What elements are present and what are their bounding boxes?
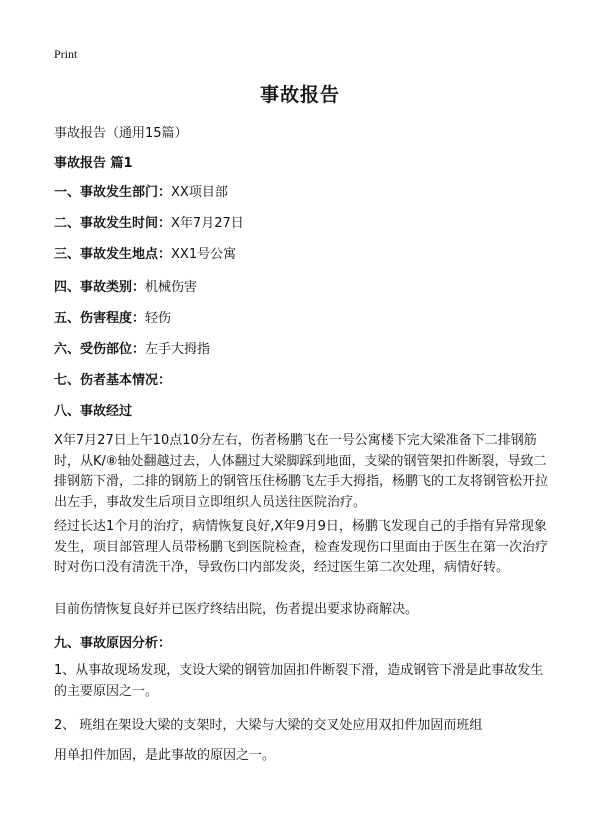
- field-value: 机械伤害: [145, 280, 198, 295]
- field-injured-part: [54, 338, 210, 357]
- field-label: 二、事故发生时间：: [54, 216, 172, 231]
- field-value: X年7月27日: [171, 216, 244, 231]
- process-paragraph: 经过长达1个月的治疗，病情恢复良好,X年9月9日，杨鹏飞发现自己的手指有异常现象发生，项目部管理人员带杨鹏飞到医院检查，检查发现伤口里面由于医生在第一次治疗时对伤口没有清洗干净，导致伤口内部发炎，经过医生第二次处理，病情好转。: [54, 519, 549, 575]
- field-category: [54, 276, 197, 295]
- print-label: Print: [54, 47, 78, 61]
- cause-item: 用单扣件加固，是此事故的原因之一。: [54, 748, 276, 763]
- cause-item: 1、从事故现场发现，支设大梁的钢管加固扣件断裂下滑，造成钢管下滑是此事故发生的主要原因之一。: [54, 663, 544, 699]
- process-paragraph: 目前伤情恢复良好并已医疗终结出院，伤者提出要求协商解决。: [54, 602, 419, 617]
- field-label: 五、伤害程度：: [54, 311, 146, 326]
- cause-heading: 九、事故原因分析：: [54, 636, 172, 651]
- field-value: XX项目部: [171, 185, 228, 200]
- field-label: 六、受伤部位：: [54, 342, 146, 357]
- process-paragraph: X年7月27日上午10点10分左右，伤者杨鹏飞在一号公寓楼下完大梁准备下二排钢筋时，从K/⑧轴处翻越过去，人体翻过大梁脚踩到地面，支梁的钢管架扣件断裂，导致二排钢筋下滑，二排的钢筋上的钢管压住杨鹏飞左手大拇指，杨鹏飞的工友将钢管松开拉出左手，事故发生后项目立即组织人员送往医院治疗。: [54, 433, 549, 510]
- field-label: 七、伤者基本情况：: [54, 373, 172, 388]
- field-location: [54, 243, 236, 262]
- field-time: [54, 212, 244, 231]
- cause-item: 2、 班组在架设大梁的支架时，大梁与大梁的交叉处应用双扣件加固而班组: [54, 718, 483, 733]
- field-value: 轻伤: [145, 311, 172, 326]
- field-value: 左手大拇指: [145, 342, 211, 357]
- field-value: XX1号公寓: [171, 247, 237, 262]
- field-severity: [54, 307, 171, 326]
- field-department: [54, 181, 228, 200]
- section-heading: 事故报告 篇1: [54, 156, 133, 171]
- document-subtitle: 事故报告（通用15篇）: [54, 126, 188, 141]
- field-label: 三、事故发生地点：: [54, 247, 172, 262]
- field-label: 一、事故发生部门：: [54, 185, 172, 200]
- field-injured-info: [54, 369, 171, 388]
- process-heading: 八、事故经过: [54, 404, 133, 419]
- field-label: 四、事故类别：: [54, 280, 146, 295]
- document-title: 事故报告: [259, 84, 340, 106]
